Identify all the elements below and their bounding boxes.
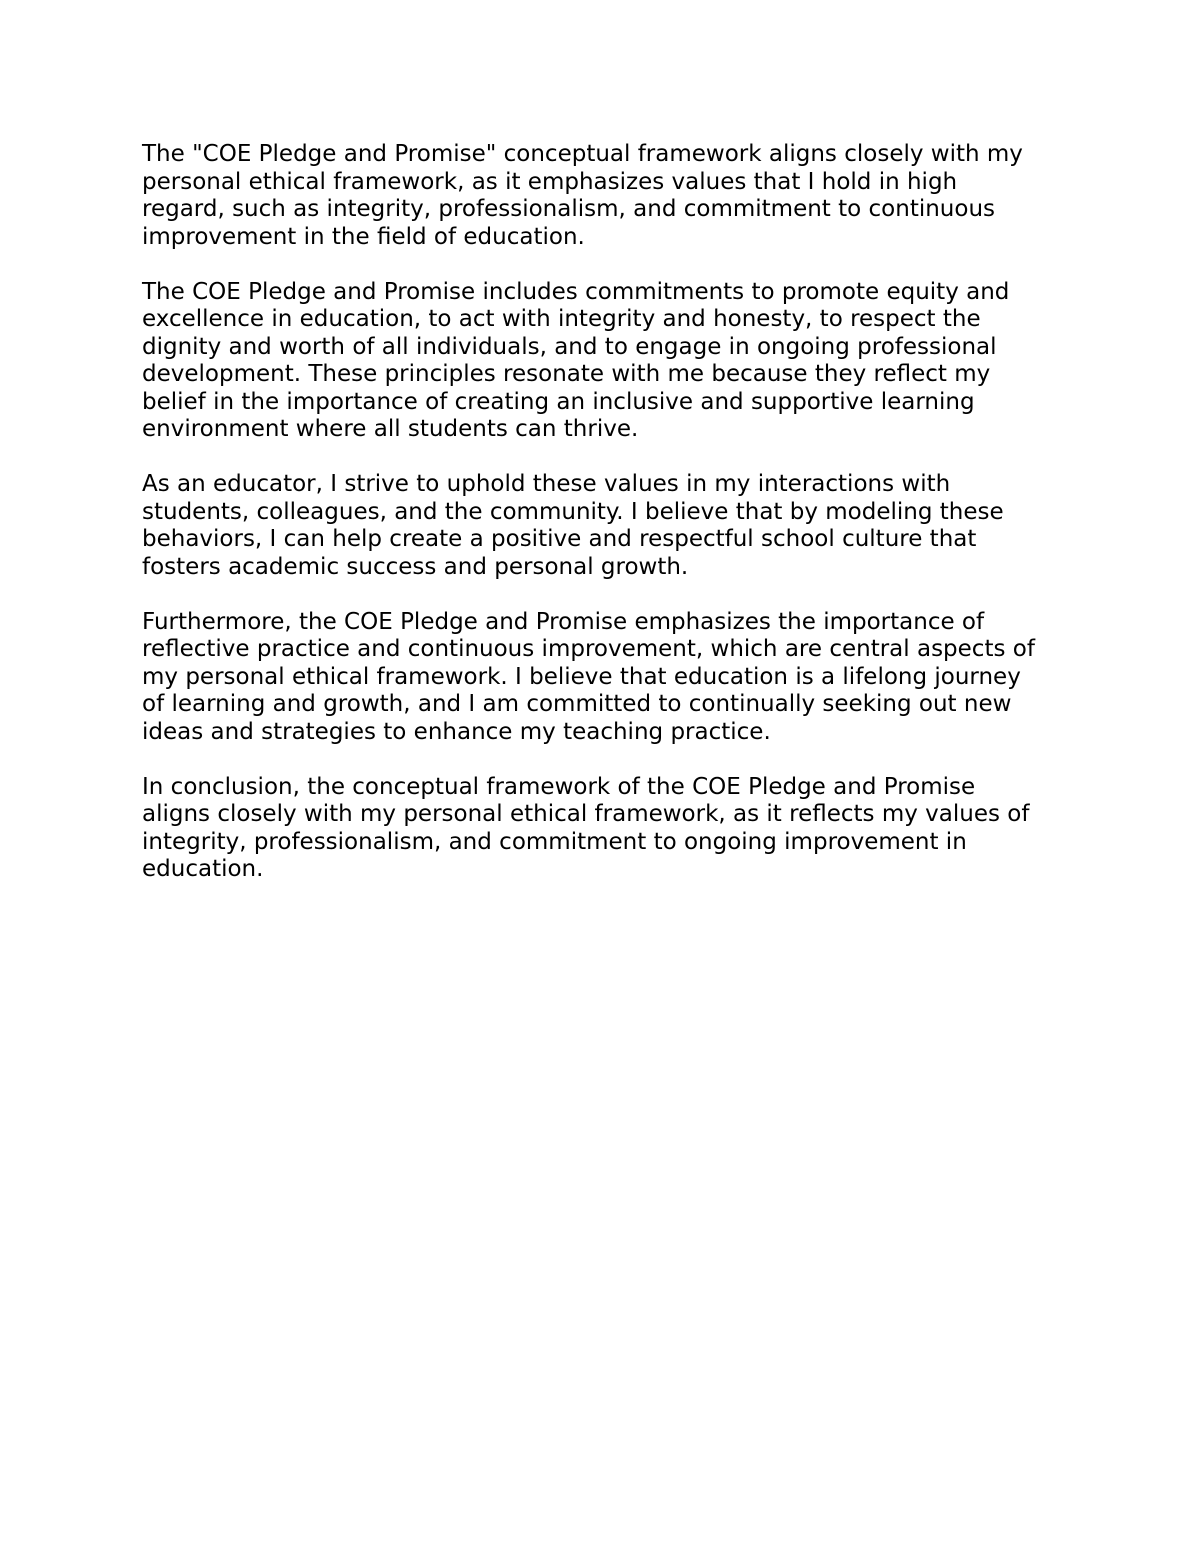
paragraph-line: environment where all students can thrive. — [142, 416, 639, 442]
paragraph-line: reflective practice and continuous improvement, which are central aspects of — [142, 636, 1035, 662]
paragraph-1 — [142, 141, 1072, 251]
paragraph-3 — [142, 471, 1072, 581]
paragraph-line: In conclusion, the conceptual framework of the COE Pledge and Promise — [142, 773, 976, 800]
paragraph-line: behaviors, I can help create a positive and respectful school culture that — [142, 526, 977, 552]
paragraph-line: As an educator, I strive to uphold these values in my interactions with — [142, 471, 951, 497]
paragraph-line: The "COE Pledge and Promise" conceptual framework aligns closely with my — [142, 141, 1023, 167]
paragraph-line: my personal ethical framework. I believe that education is a lifelong journey — [142, 663, 1021, 690]
paragraph-line: education. — [142, 856, 264, 882]
paragraph-line: personal ethical framework, as it emphasizes values that I hold in high — [142, 168, 958, 195]
paragraph-line: The COE Pledge and Promise includes commitments to promote equity and — [142, 278, 1010, 305]
document-body — [142, 141, 1072, 911]
paragraph-4 — [142, 609, 1072, 747]
paragraph-line: development. These principles resonate with me because they reflect my — [142, 361, 991, 387]
paragraph-line: regard, such as integrity, professionalism, and commitment to continuous — [142, 196, 996, 222]
paragraph-2 — [142, 279, 1072, 444]
paragraph-line: Furthermore, the COE Pledge and Promise emphasizes the importance of — [142, 608, 985, 635]
paragraph-line: dignity and worth of all individuals, and to engage in ongoing professional — [142, 333, 997, 360]
paragraph-line: improvement in the field of education. — [142, 223, 585, 250]
paragraph-line: students, colleagues, and the community. I believe that by modeling these — [142, 498, 1004, 525]
paragraph-line: aligns closely with my personal ethical framework, as it reflects my values of — [142, 801, 1030, 827]
paragraph-line: integrity, professionalism, and commitment to ongoing improvement in — [142, 828, 967, 855]
paragraph-5 — [142, 774, 1072, 884]
paragraph-line: belief in the importance of creating an inclusive and supportive learning — [142, 388, 975, 415]
paragraph-line: ideas and strategies to enhance my teaching practice. — [142, 718, 771, 745]
paragraph-line: fosters academic success and personal growth. — [142, 553, 689, 580]
paragraph-line: of learning and growth, and I am committed to continually seeking out new — [142, 691, 1012, 717]
paragraph-line: excellence in education, to act with integrity and honesty, to respect the — [142, 306, 981, 332]
